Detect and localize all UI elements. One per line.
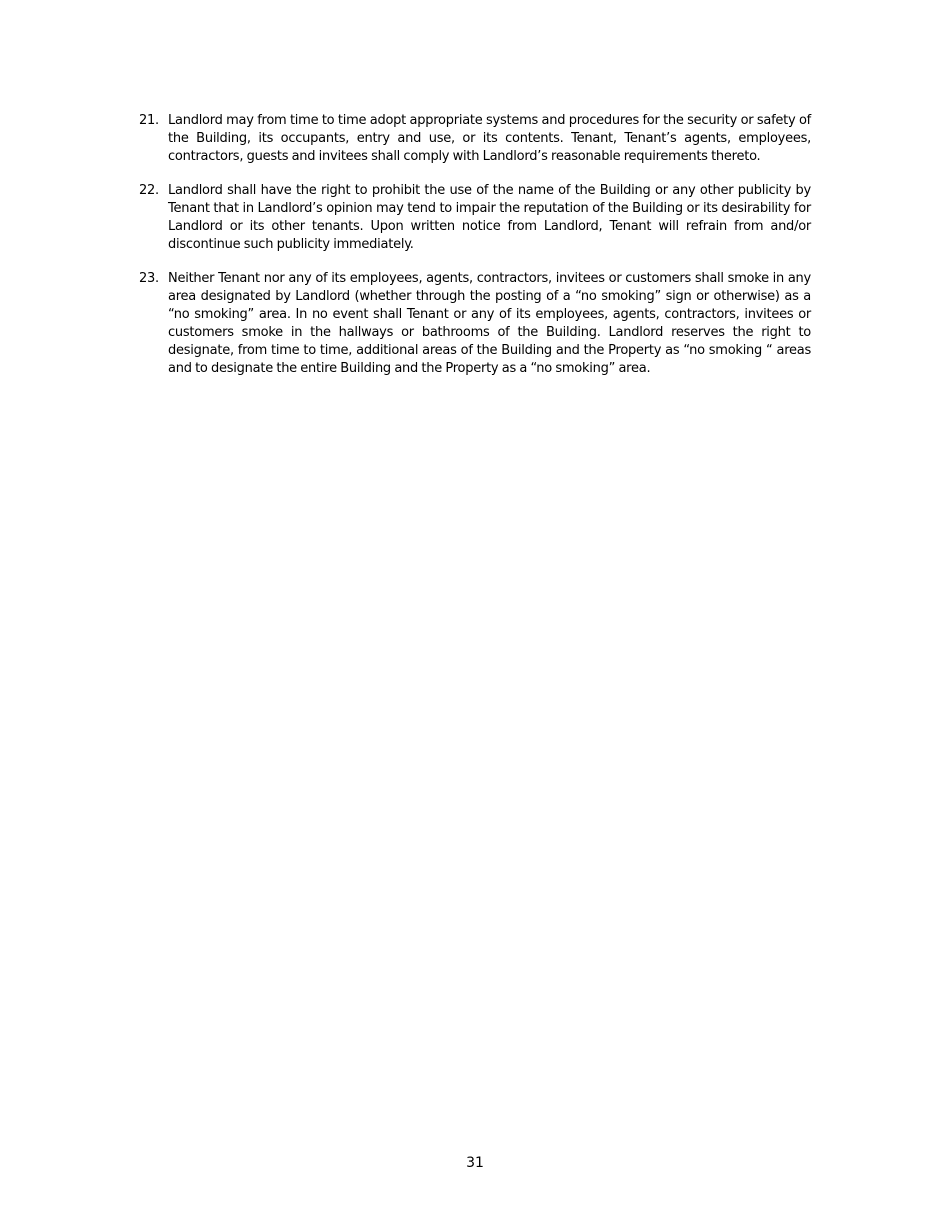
rule-item-23 xyxy=(139,270,811,378)
rule-text: Landlord shall have the right to prohibit the use of the name of the Building or any other publicity by Tenant that in Landlord’s opinion may tend to impair the reputation of the Building or its desirability for Landlord or its other tenants. Upon written notice from Landlord, Tenant will refrain from and/or discontinue such publicity immediately. xyxy=(168,183,811,252)
rule-item-21 xyxy=(139,112,811,166)
rules-list xyxy=(139,112,811,394)
rule-text: Landlord may from time to time adopt appropriate systems and procedures for the security or safety of the Building, its occupants, entry and use, or its contents. Tenant, Tenant’s agents, employees, contractors, guests and invitees shall comply with Landlord’s reasonable requirements thereto. xyxy=(168,113,811,164)
rule-number: 23. xyxy=(139,271,159,286)
rule-text: Neither Tenant nor any of its employees, agents, contractors, invitees or customers shall smoke in any area designated by Landlord (whether through the posting of a “no smoking” sign or otherwise) as a “no smoking” area. In no event shall Tenant or any of its employees, agents, contractors, invitees or customers smoke in the hallways or bathrooms of the Building. Landlord reserves the right to designate, from time to time, additional areas of the Building and the Property as “no smoking “ areas and to designate the entire Building and the Property as a “no smoking” area. xyxy=(168,271,811,376)
rule-number: 22. xyxy=(139,183,159,198)
rule-number: 21. xyxy=(139,113,159,128)
rule-item-22 xyxy=(139,182,811,254)
page-number: 31 xyxy=(466,1155,484,1171)
